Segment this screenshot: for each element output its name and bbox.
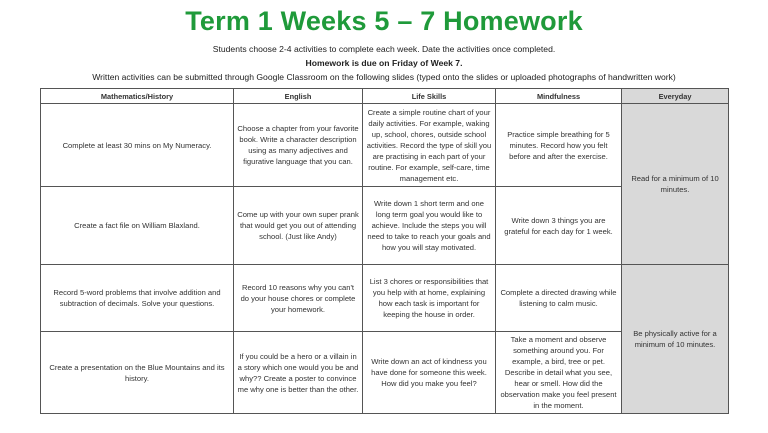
mindfulness-cell: Take a moment and observe something around you. For example, a bird, tree or pet. Describe in detail what you see, hear or smell. How did the observation make you feel present in the moment. — [496, 332, 622, 414]
submission-line: Written activities can be submitted through Google Classroom on the following slides (typed onto the slides or uploaded photographs of handwritten work) — [92, 72, 676, 82]
instructions-line: Students choose 2-4 activities to complete each week. Date the activities once completed. — [212, 44, 556, 54]
english-cell: If you could be a hero or a villain in a story which one would you be and why?? Create a poster to convince me why one is better than the other. — [234, 332, 363, 414]
mindfulness-cell: Write down 3 things you are grateful for each day for 1 week. — [496, 187, 622, 265]
english-cell: Come up with your own super prank that would get you out of attending school. (Just like Andy) — [234, 187, 363, 265]
life-skills-cell: List 3 chores or responsibilities that you help with at home, explaining how each task is important for keeping the house in order. — [363, 265, 496, 332]
column-header-life-skills: Life Skills — [363, 89, 496, 104]
english-cell: Record 10 reasons why you can't do your house chores or complete your homework. — [234, 265, 363, 332]
life-skills-cell: Write down 1 short term and one long term goal you would like to achieve. Include the steps you will need to take to reach your goals and how you will stay motivated. — [363, 187, 496, 265]
homework-table — [40, 88, 729, 414]
page-title: Term 1 Weeks 5 – 7 Homework — [185, 6, 583, 36]
math-cell: Create a fact file on William Blaxland. — [41, 187, 234, 265]
column-header-mindfulness: Mindfulness — [496, 89, 622, 104]
english-cell: Choose a chapter from your favorite book. Write a character description using as many adjectives and figurative language that you can. — [234, 104, 363, 187]
header-row — [41, 89, 729, 104]
column-header-everyday: Everyday — [622, 89, 729, 104]
table-row — [41, 104, 729, 187]
math-cell: Record 5-word problems that involve addition and subtraction of decimals. Solve your questions. — [41, 265, 234, 332]
everyday-activity-cell: Be physically active for a minimum of 10 minutes. — [622, 265, 729, 414]
column-header-english: English — [234, 89, 363, 104]
due-date-line: Homework is due on Friday of Week 7. — [305, 58, 463, 68]
life-skills-cell: Create a simple routine chart of your daily activities. For example, waking up, school, chores, outside school activities. Record the type of skill you are practising in each part of your routine. For example, self-care, time management etc. — [363, 104, 496, 187]
everyday-reading-cell: Read for a minimum of 10 minutes. — [622, 104, 729, 265]
math-cell: Create a presentation on the Blue Mountains and its history. — [41, 332, 234, 414]
mindfulness-cell: Practice simple breathing for 5 minutes. Record how you felt before and after the exercise. — [496, 104, 622, 187]
mindfulness-cell: Complete a directed drawing while listening to calm music. — [496, 265, 622, 332]
math-cell: Complete at least 30 mins on My Numeracy. — [41, 104, 234, 187]
column-header-math-history: Mathematics/History — [41, 89, 234, 104]
table-row — [41, 265, 729, 332]
life-skills-cell: Write down an act of kindness you have done for someone this week. How did you make you feel? — [363, 332, 496, 414]
